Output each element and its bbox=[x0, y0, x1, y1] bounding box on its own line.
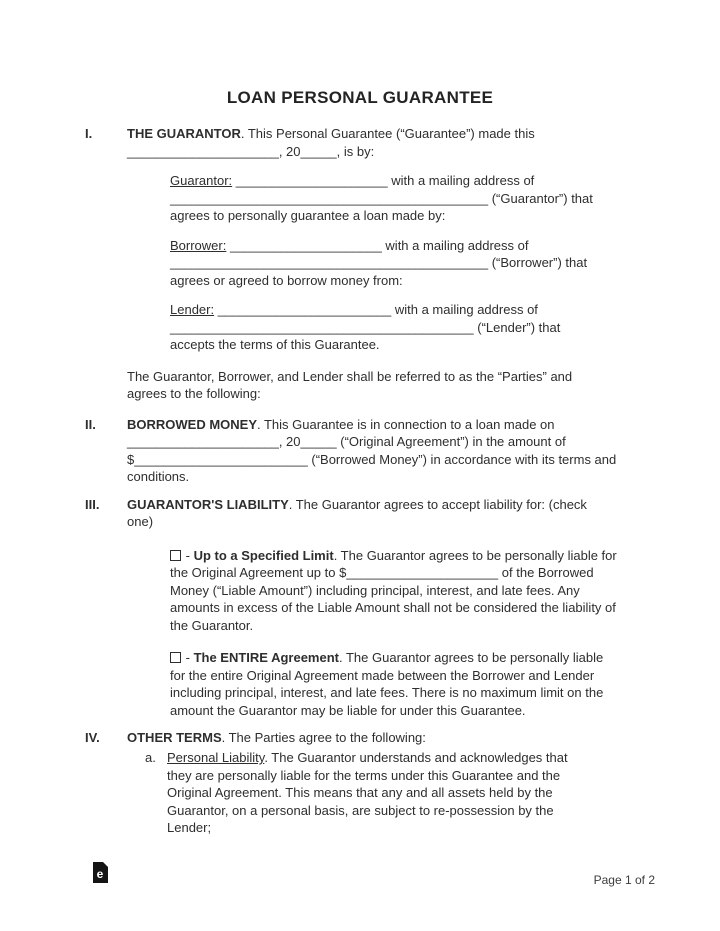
guarantor-block-line-3 bbox=[170, 207, 593, 225]
document-title: LOAN PERSONAL GUARANTEE bbox=[226, 88, 494, 107]
page-number-label: Page 1 of 2 bbox=[593, 873, 655, 887]
item-personal-liability-line-5 bbox=[167, 819, 568, 837]
section-the-guarantor-line-1 bbox=[127, 125, 535, 143]
section-borrowed-money-text: $________________________ (“Borrowed Money”) in accordance with its terms and bbox=[127, 451, 617, 467]
item-personal-liability-line-2 bbox=[167, 767, 568, 785]
section-the-guarantor-text: _____________________, 20_____, is by: bbox=[127, 143, 375, 159]
option-specified-limit bbox=[170, 547, 720, 635]
parties-paragraph-line-1 bbox=[127, 368, 572, 386]
guarantor-label: Guarantor: bbox=[170, 173, 233, 188]
borrower-block-text: ____________________________________________ (“Borrower”) that bbox=[170, 255, 588, 270]
guarantor-block-text: agrees to personally guarantee a loan made by: bbox=[170, 208, 446, 223]
parties-paragraph bbox=[127, 368, 720, 403]
option-entire-agreement-line-4 bbox=[170, 702, 603, 720]
section-borrowed-money-text: conditions. bbox=[127, 469, 190, 484]
section-borrowed-money-marker: II. bbox=[85, 416, 96, 432]
item-personal-liability-text: Guarantor, on a personal basis, are subject to re-possession by the bbox=[167, 802, 554, 818]
section-the-guarantor-text: . This Personal Guarantee (“Guarantee”) made this bbox=[240, 126, 535, 141]
section-the-guarantor-marker: I. bbox=[85, 126, 93, 141]
entire-agreement-checkbox[interactable] bbox=[170, 652, 181, 663]
section-guarantors-liability bbox=[85, 496, 720, 531]
borrower-block-text: agrees or agreed to borrow money from: bbox=[170, 272, 403, 288]
lender-block-line-3 bbox=[170, 336, 560, 354]
option-entire-agreement-text: The ENTIRE Agreement bbox=[193, 650, 339, 665]
item-personal-liability-line-3 bbox=[167, 784, 568, 802]
option-specified-limit-text: Up to a Specified Limit bbox=[193, 547, 334, 563]
borrower-block bbox=[170, 237, 720, 290]
option-entire-agreement-text: amount the Guarantor may be liable for under this Guarantee. bbox=[170, 702, 526, 718]
section-borrowed-money-line-2 bbox=[127, 433, 616, 451]
section-borrowed-money-line-4 bbox=[127, 468, 616, 486]
option-entire-agreement bbox=[170, 649, 720, 719]
section-borrowed-money-line-3 bbox=[127, 451, 616, 469]
document-blocks bbox=[0, 125, 720, 837]
option-entire-agreement-text: - bbox=[182, 650, 194, 665]
option-specified-limit-text: Money (“Liable Amount”) including principal, interest, and late fees. Any bbox=[170, 582, 580, 598]
specified-limit-checkbox[interactable] bbox=[170, 550, 181, 561]
lender-block-line-1 bbox=[170, 301, 560, 319]
option-entire-agreement-line-1 bbox=[170, 649, 603, 667]
section-borrowed-money bbox=[85, 416, 720, 486]
borrower-block-text: _____________________ with a mailing address of bbox=[226, 237, 529, 253]
section-other-terms-text: . The Parties agree to the following: bbox=[221, 730, 426, 745]
lender-block-text: __________________________________________ (“Lender”) that bbox=[170, 319, 561, 335]
section-other-terms-marker: IV. bbox=[85, 730, 100, 745]
lender-block bbox=[170, 301, 720, 354]
option-specified-limit-text: amounts in excess of the Liable Amount shall not be considered the liability of bbox=[170, 600, 616, 615]
guarantor-block-line-2 bbox=[170, 190, 593, 208]
option-specified-limit-line-2 bbox=[170, 564, 617, 582]
eforms-logo-letter: e bbox=[96, 867, 104, 881]
section-guarantors-liability-text: GUARANTOR'S LIABILITY bbox=[127, 496, 289, 512]
document-body bbox=[0, 88, 720, 837]
option-specified-limit-text: the Original Agreement up to $_____________________ of the Borrowed bbox=[170, 565, 594, 580]
parties-paragraph-text: agrees to the following: bbox=[127, 386, 261, 401]
guarantor-block-text: ____________________________________________ (“Guarantor”) that bbox=[170, 190, 593, 206]
option-entire-agreement-text: for the entire Original Agreement made between the Borrower and Lender bbox=[170, 667, 595, 683]
section-other-terms-line-1 bbox=[127, 729, 426, 747]
option-specified-limit-line-4 bbox=[170, 599, 617, 617]
option-specified-limit-text: - bbox=[182, 547, 194, 563]
option-entire-agreement-text: including principal, interest, and late fees. There is no maximum limit on the bbox=[170, 685, 604, 700]
section-guarantors-liability-text: one) bbox=[127, 514, 154, 529]
section-other-terms bbox=[85, 729, 720, 747]
borrower-label: Borrower: bbox=[170, 237, 227, 253]
borrower-block-line-2 bbox=[170, 254, 587, 272]
item-personal-liability-line-1 bbox=[167, 749, 568, 767]
item-personal-liability bbox=[145, 749, 720, 837]
section-borrowed-money-text: . This Guarantee is in connection to a loan made on bbox=[257, 416, 555, 432]
option-specified-limit-line-5 bbox=[170, 617, 617, 635]
option-entire-agreement-line-3 bbox=[170, 684, 603, 702]
section-borrowed-money-text: _____________________, 20_____ (“Original Agreement”) in the amount of bbox=[127, 434, 566, 449]
parties-paragraph-line-2 bbox=[127, 385, 572, 403]
item-personal-liability-text: . The Guarantor understands and acknowledges that bbox=[264, 750, 568, 765]
section-the-guarantor-line-2 bbox=[127, 143, 535, 161]
option-entire-agreement-text: . The Guarantor agrees to be personally liable bbox=[339, 650, 604, 665]
lender-label: Lender: bbox=[170, 302, 215, 317]
section-the-guarantor-text: THE GUARANTOR bbox=[127, 126, 241, 141]
option-specified-limit-text: . The Guarantor agrees to be personally liable for bbox=[333, 547, 617, 563]
item-personal-liability-text: they are personally liable for the terms under this Guarantee and the bbox=[167, 767, 561, 783]
guarantor-block-text: _____________________ with a mailing address of bbox=[232, 173, 535, 188]
item-personal-liability-marker: a. bbox=[145, 750, 156, 765]
section-the-guarantor bbox=[85, 125, 720, 160]
lender-block-text: ________________________ with a mailing address of bbox=[214, 302, 538, 317]
item-personal-liability-line-4 bbox=[167, 802, 568, 820]
section-borrowed-money-text: BORROWED MONEY bbox=[127, 416, 257, 432]
guarantor-block-line-1 bbox=[170, 172, 593, 190]
item-personal-liability-text: Original Agreement. This means that any and all assets held by the bbox=[167, 785, 553, 800]
section-borrowed-money-line-1 bbox=[127, 416, 616, 434]
borrower-block-line-3 bbox=[170, 272, 587, 290]
section-guarantors-liability-text: . The Guarantor agrees to accept liability for: (check bbox=[288, 496, 587, 512]
parties-paragraph-text: The Guarantor, Borrower, and Lender shall be referred to as the “Parties” and bbox=[127, 368, 573, 384]
section-other-terms-text: OTHER TERMS bbox=[127, 730, 222, 745]
option-specified-limit-line-3 bbox=[170, 582, 617, 600]
section-guarantors-liability-line-2 bbox=[127, 513, 587, 531]
guarantor-block bbox=[170, 172, 720, 225]
personal-liability-label: Personal Liability bbox=[167, 750, 265, 765]
borrower-block-line-1 bbox=[170, 237, 587, 255]
option-entire-agreement-line-2 bbox=[170, 667, 603, 685]
lender-block-text: accepts the terms of this Guarantee. bbox=[170, 337, 380, 352]
section-guarantors-liability-marker: III. bbox=[85, 496, 100, 512]
lender-block-line-2 bbox=[170, 319, 560, 337]
section-guarantors-liability-line-1 bbox=[127, 496, 587, 514]
item-personal-liability-text: Lender; bbox=[167, 820, 212, 835]
option-specified-limit-text: the Guarantor. bbox=[170, 617, 254, 633]
eforms-logo-icon bbox=[93, 862, 108, 883]
option-specified-limit-line-1 bbox=[170, 547, 617, 565]
